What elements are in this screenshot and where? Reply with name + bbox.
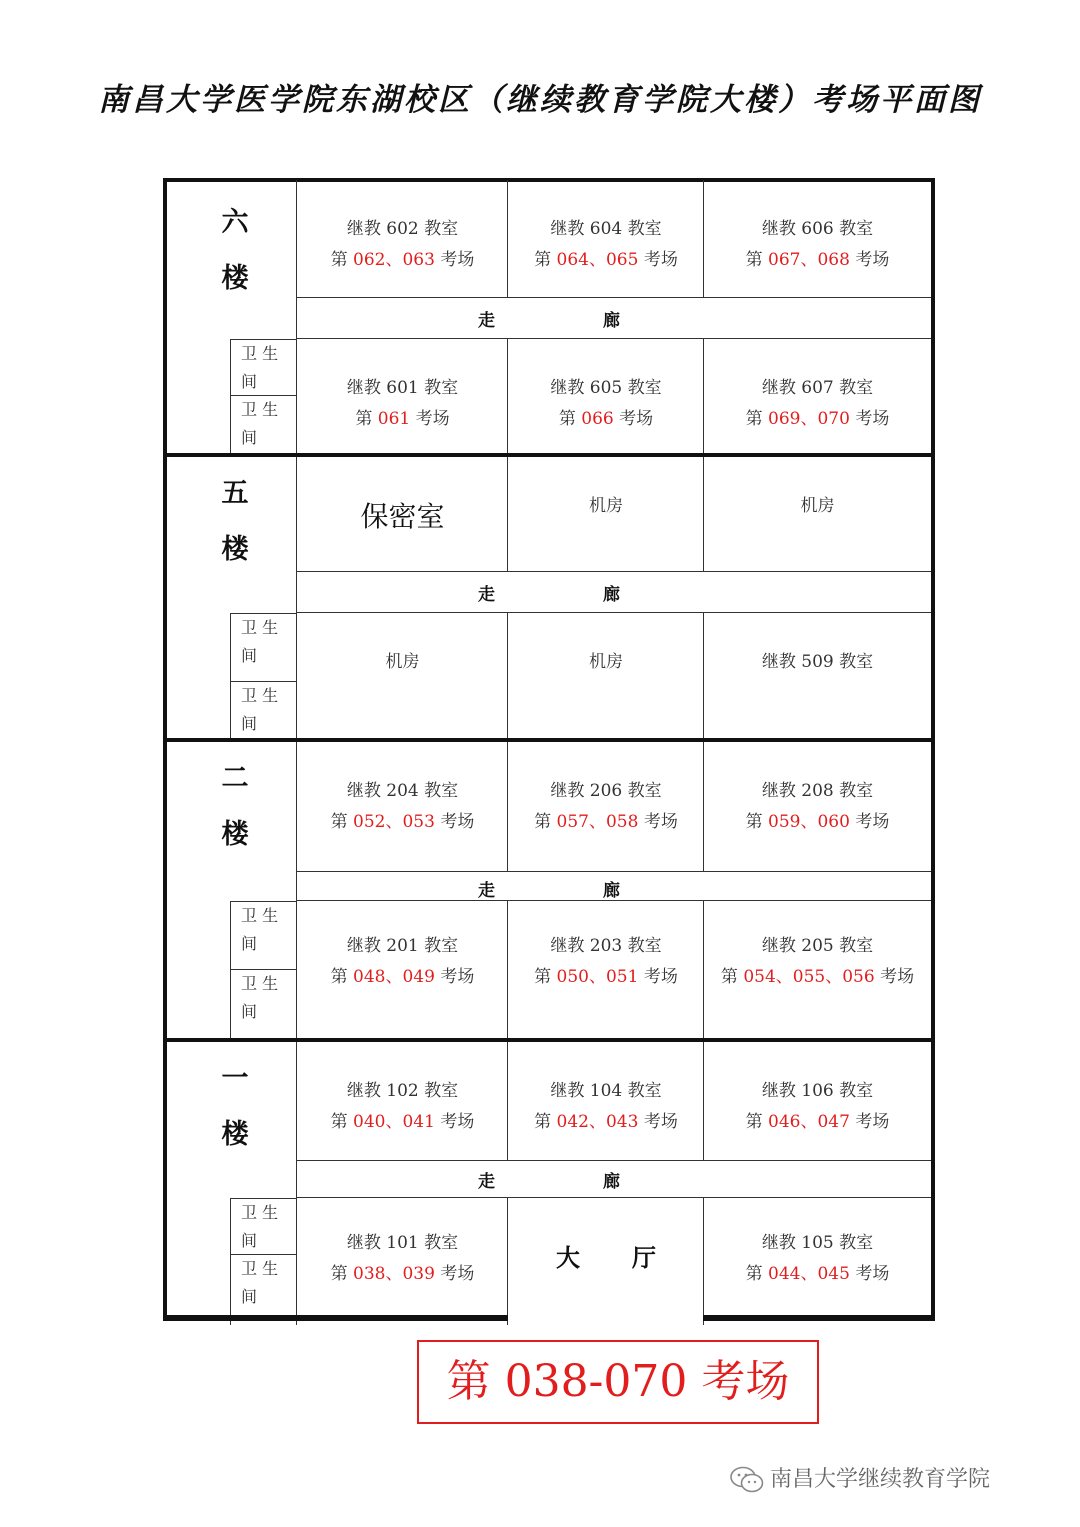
- exam-session: 第 048、049 考场: [330, 967, 475, 987]
- room-106: [703, 1042, 931, 1161]
- room-607: [703, 339, 931, 456]
- room-computer: [507, 613, 704, 742]
- room-name: 继教 106 教室: [761, 1081, 874, 1101]
- washroom-label: 间: [241, 372, 258, 391]
- corridor-label-left: 走: [478, 585, 495, 605]
- floor-label-char: 五: [221, 478, 249, 509]
- washroom-label: 间: [241, 1002, 258, 1021]
- room-101: [296, 1198, 508, 1325]
- room-name: 继教 204 教室: [346, 781, 459, 801]
- room-name: 继教 102 教室: [346, 1081, 459, 1101]
- floor-label-char: 楼: [221, 819, 249, 850]
- lobby: [507, 1198, 704, 1325]
- room-name: 机房: [589, 496, 623, 516]
- exam-numbers: 050、051: [556, 967, 639, 987]
- room-name: 继教 601 教室: [346, 378, 459, 398]
- washroom-label: 卫 生: [241, 974, 279, 993]
- exam-numbers: 066: [581, 409, 614, 429]
- page-title: 南昌大学医学院东湖校区（继续教育学院大楼）考场平面图: [98, 82, 982, 118]
- floor-1-bottom-wall-left: [163, 1315, 508, 1321]
- room-204: [296, 742, 508, 872]
- exam-numbers: 046、047: [768, 1112, 850, 1132]
- corridor-label-left: 走: [478, 881, 495, 901]
- floor-label-char: 楼: [221, 263, 249, 294]
- corridor-label-left: 走: [478, 311, 495, 331]
- floor-6-label: [215, 200, 255, 300]
- exam-session: 第 057、058 考场: [534, 812, 678, 832]
- lobby-label-left: 大: [556, 1244, 580, 1272]
- washroom-label: 卫 生: [241, 344, 279, 363]
- exam-numbers: 069、070: [768, 409, 850, 429]
- exam-session: 第 064、065 考场: [534, 250, 678, 270]
- corridor-label-right: 廊: [603, 585, 620, 605]
- lobby-label-right: 厅: [632, 1244, 656, 1272]
- room-name: 继教 206 教室: [550, 781, 662, 801]
- room-604: [507, 180, 704, 298]
- exam-numbers: 067、068: [768, 250, 850, 270]
- washroom: [230, 681, 297, 742]
- room-601: [296, 339, 508, 456]
- room-105: [703, 1198, 931, 1325]
- room-208: [703, 742, 931, 872]
- washroom-label: 卫 生: [241, 686, 279, 705]
- room-computer: [296, 613, 508, 742]
- corridor-label-left: 走: [478, 1172, 495, 1192]
- exam-range-stamp: 第 038-070 考场: [417, 1340, 819, 1424]
- exam-numbers: 052、053: [353, 812, 435, 832]
- room-name: 继教 205 教室: [761, 936, 874, 956]
- room-computer: [507, 457, 704, 572]
- washroom-label: 卫 生: [241, 618, 279, 637]
- floor-label-char: 楼: [221, 534, 249, 565]
- wechat-icon: [730, 1466, 764, 1494]
- washroom: [230, 339, 297, 396]
- exam-session: 第 052、053 考场: [330, 812, 475, 832]
- washroom-label: 卫 生: [241, 1259, 279, 1278]
- watermark-text: 南昌大学继续教育学院: [770, 1467, 991, 1492]
- room-205: [703, 901, 931, 1042]
- room-606: [703, 180, 931, 298]
- floor-2: [163, 738, 935, 1042]
- exam-numbers: 062、063: [353, 250, 435, 270]
- exam-session: 第 040、041 考场: [330, 1112, 475, 1132]
- room-104: [507, 1042, 704, 1161]
- washroom-label: 卫 生: [241, 906, 279, 925]
- room-name: 机房: [800, 496, 835, 516]
- room-203: [507, 901, 704, 1042]
- room-605: [507, 339, 704, 456]
- room-name: 保密室: [360, 500, 445, 533]
- exam-session: 第 042、043 考场: [534, 1112, 678, 1132]
- exam-numbers: 057、058: [556, 812, 639, 832]
- room-name: 继教 604 教室: [550, 219, 662, 239]
- floor-5: [163, 453, 935, 742]
- exam-numbers: 044、045: [768, 1264, 850, 1284]
- washroom-label: 间: [241, 934, 258, 953]
- floor-label-char: 六: [221, 207, 249, 238]
- floor-1: [163, 1038, 935, 1321]
- exam-session: 第 046、047 考场: [745, 1112, 890, 1132]
- floor-6: [163, 178, 935, 458]
- washroom: [230, 395, 297, 456]
- exam-session: 第 069、070 考场: [745, 409, 890, 429]
- room-name: 继教 208 教室: [761, 781, 874, 801]
- floor-label-char: 二: [221, 763, 249, 794]
- room-602: [296, 180, 508, 298]
- washroom-label: 卫 生: [241, 1203, 279, 1222]
- exam-numbers: 048、049: [353, 967, 435, 987]
- room-name: 继教 607 教室: [761, 378, 874, 398]
- washroom: [230, 613, 297, 682]
- washroom-label: 卫 生: [241, 400, 279, 419]
- exam-numbers: 059、060: [768, 812, 850, 832]
- exam-numbers: 042、043: [556, 1112, 639, 1132]
- room-name: 继教 602 教室: [346, 219, 459, 239]
- exam-session: 第 050、051 考场: [534, 967, 678, 987]
- floor-1-bottom-wall-right: [703, 1315, 935, 1321]
- exam-session: 第 054、055、056 考场: [720, 967, 915, 987]
- room-name: 机房: [385, 652, 420, 672]
- exam-numbers: 064、065: [556, 250, 639, 270]
- exam-session: 第 066 考场: [558, 409, 654, 429]
- exam-session: 第 059、060 考场: [745, 812, 890, 832]
- room-computer: [703, 457, 931, 572]
- exam-numbers: 040、041: [353, 1112, 435, 1132]
- washroom: [230, 969, 297, 1042]
- room-name: 继教 606 教室: [761, 219, 874, 239]
- room-name: 继教 101 教室: [346, 1233, 459, 1253]
- room-name: 继教 105 教室: [761, 1233, 874, 1253]
- corridor-label-right: 廊: [603, 881, 620, 901]
- room-secret: [296, 457, 508, 572]
- washroom: [230, 1198, 297, 1255]
- corridor-label-right: 廊: [603, 311, 620, 331]
- floor-label-char: 一: [221, 1063, 249, 1094]
- exam-numbers: 038、039: [353, 1264, 435, 1284]
- exam-numbers: 061: [377, 409, 411, 429]
- washroom-label: 间: [241, 646, 258, 665]
- washroom-label: 间: [241, 1287, 258, 1306]
- room-name: 继教 605 教室: [550, 378, 662, 398]
- room-102: [296, 1042, 508, 1161]
- corridor-label-right: 廊: [603, 1172, 620, 1192]
- floor-5-label: [215, 471, 255, 571]
- washroom: [230, 901, 297, 970]
- room-206: [507, 742, 704, 872]
- corridor: [296, 297, 931, 339]
- washroom-label: 间: [241, 428, 258, 447]
- room-201: [296, 901, 508, 1042]
- room-name: 继教 104 教室: [550, 1081, 662, 1101]
- watermark: [730, 1462, 1060, 1494]
- washroom-label: 间: [241, 1231, 258, 1250]
- floor-label-char: 楼: [221, 1119, 249, 1150]
- room-name: 继教 201 教室: [346, 936, 459, 956]
- room-name: 继教 203 教室: [550, 936, 662, 956]
- washroom-label: 间: [241, 714, 258, 733]
- exam-session: 第 062、063 考场: [330, 250, 475, 270]
- corridor: [296, 1160, 931, 1198]
- corridor: [296, 571, 931, 613]
- floor-2-label: [215, 756, 255, 856]
- exam-session: 第 061 考场: [355, 409, 450, 429]
- room-509: [703, 613, 931, 742]
- room-name: 机房: [589, 652, 623, 672]
- exam-session: 第 044、045 考场: [745, 1264, 890, 1284]
- exam-session: 第 067、068 考场: [745, 250, 890, 270]
- exam-session: 第 038、039 考场: [330, 1264, 475, 1284]
- floor-1-label: [215, 1056, 255, 1156]
- exam-numbers: 054、055、056: [743, 967, 875, 987]
- corridor: [296, 871, 931, 901]
- room-name: 继教 509 教室: [761, 652, 874, 672]
